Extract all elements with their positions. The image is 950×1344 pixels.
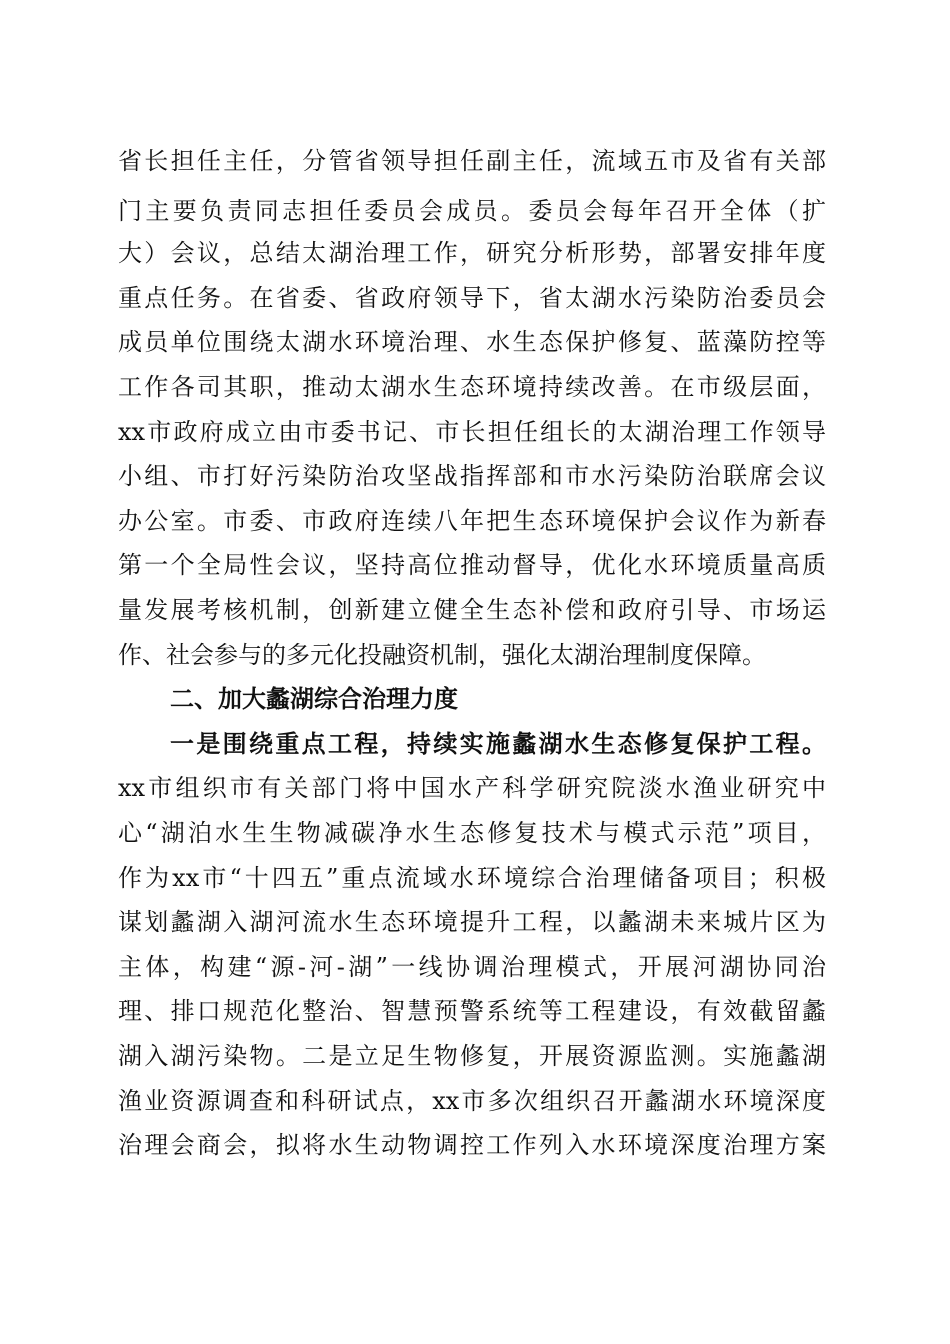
paragraph-2-line-4: 谋划蠡湖入湖河流水生态环境提升工程，以蠡湖未来城片区为 <box>118 908 826 936</box>
paragraph-2-line-9: 治理会商会，拟将水生动物调控工作列入水环境深度治理方案 <box>118 1131 826 1159</box>
paragraph-1-line-8: 小组、市打好污染防治攻坚战指挥部和市水污染防治联席会议 <box>118 462 826 490</box>
paragraph-2-line-3: 作为xx市“十四五”重点流域水环境综合治理储备项目；积极 <box>118 864 826 892</box>
paragraph-2-line-7: 湖入湖污染物。二是立足生物修复，开展资源监测。实施蠡湖 <box>118 1042 826 1070</box>
paragraph-1-line-7: xx市政府成立由市委书记、市长担任组长的太湖治理工作领导 <box>118 418 826 446</box>
paragraph-1-line-3: 大）会议，总结太湖治理工作，研究分析形势，部署安排年度 <box>118 239 826 267</box>
paragraph-2-line-2: 心“湖泊水生生物减碳净水生态修复技术与模式示范”项目， <box>118 819 826 847</box>
paragraph-1-line-12: 作、社会参与的多元化投融资机制，强化太湖治理制度保障。 <box>118 641 766 669</box>
paragraph-1-line-1: 省长担任主任，分管省领导担任副主任，流域五市及省有关部 <box>118 147 826 175</box>
paragraph-1-line-5: 成员单位围绕太湖水环境治理、水生态保护修复、蓝藻防控等 <box>118 328 826 356</box>
paragraph-1-line-10: 第一个全局性会议，坚持高位推动督导，优化水环境质量高质 <box>118 551 826 579</box>
paragraph-2-lead: 一是围绕重点工程，持续实施蠡湖水生态修复保护工程。 <box>170 729 826 758</box>
section-heading: 二、加大蠡湖综合治理力度 <box>170 685 458 713</box>
paragraph-2-line-6: 理、排口规范化整治、智慧预警系统等工程建设，有效截留蠡 <box>118 997 826 1025</box>
paragraph-1-line-2: 门主要负责同志担任委员会成员。委员会每年召开全体（扩 <box>118 197 826 225</box>
paragraph-1-line-9: 办公室。市委、市政府连续八年把生态环境保护会议作为新春 <box>118 507 826 535</box>
paragraph-1-line-6: 工作各司其职，推动太湖水生态环境持续改善。在市级层面， <box>118 373 826 401</box>
paragraph-1-line-11: 量发展考核机制，创新建立健全生态补偿和政府引导、市场运 <box>118 596 826 624</box>
paragraph-2-line-8: 渔业资源调查和科研试点，xx市多次组织召开蠡湖水环境深度 <box>118 1087 826 1115</box>
paragraph-2-line-1: xx市组织市有关部门将中国水产科学研究院淡水渔业研究中 <box>118 774 826 802</box>
paragraph-2-line-5: 主体，构建“源-河-湖”一线协调治理模式，开展河湖协同治 <box>118 953 826 981</box>
paragraph-1-line-4: 重点任务。在省委、省政府领导下，省太湖水污染防治委员会 <box>118 284 826 312</box>
